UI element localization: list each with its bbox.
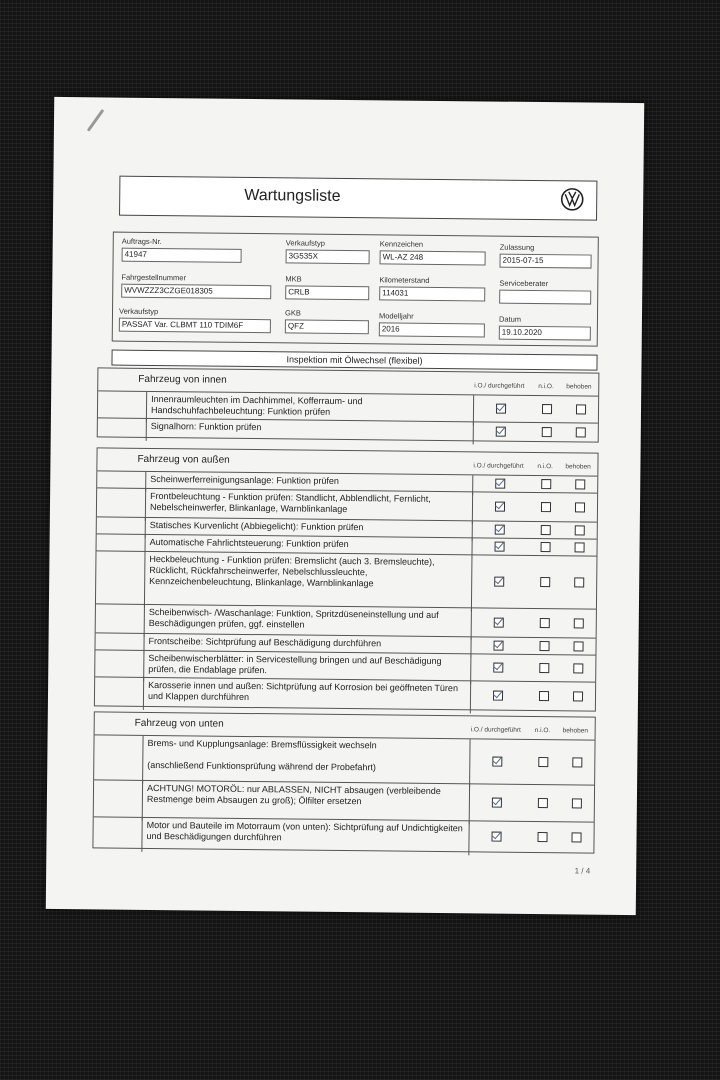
field-datum: Datum 19.10.2020 bbox=[499, 315, 591, 341]
checkbox-behoben[interactable] bbox=[573, 663, 583, 673]
vehicle-info bbox=[112, 232, 599, 347]
field-kilometerstand: Kilometerstand 114031 bbox=[379, 275, 485, 301]
field-modelljahr: Modelljahr 2016 bbox=[379, 311, 485, 337]
page-title: Wartungsliste bbox=[244, 186, 341, 205]
checkbox-behoben[interactable] bbox=[573, 641, 583, 651]
task-text: Karosserie innen und außen: Sichtprüfung auf Korrosion bei geöffneten Türen und Klappen durchführen bbox=[143, 678, 471, 713]
task-text: Frontscheibe: Sichtprüfung auf Beschädigung durchführen bbox=[143, 634, 471, 657]
task-text: Statisches Kurvenlicht (Abbiegelicht): Funktion prüfen bbox=[145, 518, 473, 541]
column-header-io: i.O./ durchgeführt bbox=[473, 462, 524, 470]
column-header-behoben: behoben bbox=[566, 383, 592, 391]
checkbox-nio[interactable] bbox=[539, 663, 549, 673]
column-header-nio: n.i.O. bbox=[538, 383, 554, 391]
checkbox-io[interactable] bbox=[493, 641, 503, 651]
checklist-group bbox=[94, 447, 599, 711]
column-header-io: i.O./ durchgeführt bbox=[470, 726, 521, 734]
checkbox-nio[interactable] bbox=[539, 691, 549, 701]
checkbox-nio[interactable] bbox=[539, 641, 549, 651]
checkbox-io[interactable] bbox=[496, 427, 506, 437]
checklist-group bbox=[97, 367, 600, 442]
checkbox-nio[interactable] bbox=[541, 479, 551, 489]
title-box bbox=[119, 176, 597, 221]
field-auftrags-nr: Auftrags-Nr. 41947 bbox=[122, 237, 242, 263]
checkbox-io[interactable] bbox=[492, 798, 502, 808]
checklist-row bbox=[93, 817, 593, 852]
checkbox-behoben[interactable] bbox=[575, 542, 585, 552]
task-text: Heckbeleuchtung - Funktion prüfen: Bremslicht (auch 3. Bremsleuchte), Rücklicht, Rückfahrscheinwerfer, Nebelschlussleuchte, Kennzeichenbeleuchtung, Blinkanlage, Warnblinkanlage bbox=[144, 552, 473, 611]
page-number: 1 / 4 bbox=[574, 866, 591, 876]
task-text: Scheibenwischerblätter: in Servicestellung bringen und auf Beschädigung prüfen, die Endablage prüfen. bbox=[143, 651, 471, 684]
column-header-io: i.O./ durchgeführt bbox=[474, 382, 525, 390]
task-text: Innenraumleuchten im Dachhimmel, Kofferraum- und Handschuhfachbeleuchtung: Funktion prüfen bbox=[146, 392, 474, 425]
checkbox-behoben[interactable] bbox=[572, 757, 582, 767]
field-verkaufstyp-text: Verkaufstyp PASSAT Var. CLBMT 110 TDIM6F bbox=[119, 307, 271, 334]
section-title: Inspektion mit Ölwechsel (flexibel) bbox=[111, 350, 597, 371]
checkbox-io[interactable] bbox=[496, 404, 506, 414]
group-title: Fahrzeug von außen bbox=[137, 453, 230, 466]
checkbox-behoben[interactable] bbox=[573, 691, 583, 701]
checkbox-io[interactable] bbox=[494, 577, 504, 587]
checkbox-io[interactable] bbox=[495, 542, 505, 552]
field-gkb: GKB QFZ bbox=[285, 308, 369, 334]
checkbox-behoben[interactable] bbox=[575, 502, 585, 512]
task-text: Brems- und Kupplungsanlage: Bremsflüssigkeit wechseln (anschließend Funktionsprüfung während der Probefahrt) bbox=[142, 736, 470, 787]
document-page bbox=[46, 97, 644, 915]
checkbox-behoben[interactable] bbox=[574, 618, 584, 628]
checklist-row bbox=[94, 780, 594, 822]
task-text: Scheibenwisch- /Waschanlage: Funktion, Spritzdüseneinstellung und auf Beschädigungen prüfen, ggf. einstellen bbox=[144, 605, 472, 640]
task-text: Frontbeleuchtung - Funktion prüfen: Standlicht, Abblendlicht, Fernlicht, Nebelscheinwerfer, Blinkanlage, Warnblinkanlage bbox=[145, 489, 473, 524]
checkbox-behoben[interactable] bbox=[575, 479, 585, 489]
checkbox-nio[interactable] bbox=[538, 757, 548, 767]
checkbox-io[interactable] bbox=[495, 502, 505, 512]
checklist-group bbox=[92, 711, 595, 853]
checkbox-io[interactable] bbox=[491, 832, 501, 842]
column-header-behoben: behoben bbox=[565, 463, 591, 471]
task-text: Motor und Bauteile im Motorraum (von unten): Sichtprüfung auf Undichtigkeiten und Beschädigungen durchführen bbox=[141, 818, 469, 855]
task-text: ACHTUNG! MOTORÖL: nur ABLASSEN, NICHT absaugen (verbleibende Restmenge beim Absaugen zu groß); Ölfilter ersetzen bbox=[142, 781, 470, 824]
checkbox-behoben[interactable] bbox=[576, 427, 586, 437]
checkbox-nio[interactable] bbox=[541, 502, 551, 512]
checkbox-nio[interactable] bbox=[540, 618, 550, 628]
column-header-nio: n.i.O. bbox=[534, 726, 551, 735]
vw-logo-icon bbox=[560, 187, 584, 211]
task-text: Signalhorn: Funktion prüfen bbox=[146, 419, 474, 444]
checkbox-behoben[interactable] bbox=[576, 404, 586, 414]
staple bbox=[87, 109, 105, 132]
group-title: Fahrzeug von unten bbox=[134, 717, 224, 730]
field-mkb: MKB CRLB bbox=[285, 274, 369, 300]
checklist-row bbox=[95, 677, 595, 710]
checkbox-behoben[interactable] bbox=[574, 577, 584, 587]
task-text: Scheinwerferreinigungsanlage: Funktion prüfen bbox=[145, 472, 473, 495]
checkbox-io[interactable] bbox=[495, 525, 505, 535]
checkbox-nio[interactable] bbox=[538, 798, 548, 808]
group-title: Fahrzeug von innen bbox=[138, 373, 227, 386]
checkbox-io[interactable] bbox=[494, 618, 504, 628]
checklist-row bbox=[96, 551, 597, 609]
checkbox-nio[interactable] bbox=[537, 832, 547, 842]
column-header-nio: n.i.O. bbox=[537, 463, 554, 471]
field-kennzeichen: Kennzeichen WL-AZ 248 bbox=[380, 239, 486, 265]
column-header-behoben: behoben bbox=[562, 727, 589, 735]
task-text: Automatische Fahrlichtsteuerung: Funktion prüfen bbox=[144, 535, 472, 558]
checkbox-nio[interactable] bbox=[542, 404, 552, 414]
checkbox-nio[interactable] bbox=[541, 525, 551, 535]
field-serviceberater: Serviceberater bbox=[499, 279, 591, 305]
checkbox-nio[interactable] bbox=[540, 577, 550, 587]
checklist-row bbox=[98, 418, 598, 441]
checkbox-io[interactable] bbox=[493, 663, 503, 673]
checkbox-behoben[interactable] bbox=[575, 525, 585, 535]
checklist-row bbox=[94, 735, 594, 785]
checkbox-nio[interactable] bbox=[542, 427, 552, 437]
field-zulassung: Zulassung 2015-07-15 bbox=[500, 243, 592, 269]
checkbox-io[interactable] bbox=[495, 479, 505, 489]
field-fahrgestellnummer: Fahrgestellnummer WVWZZZ3CZGE018305 bbox=[121, 273, 271, 300]
checkbox-nio[interactable] bbox=[541, 542, 551, 552]
checkbox-behoben[interactable] bbox=[572, 798, 582, 808]
checkbox-io[interactable] bbox=[493, 691, 503, 701]
field-verkaufstyp: Verkaufstyp 3G535X bbox=[286, 238, 370, 264]
checkbox-io[interactable] bbox=[492, 757, 502, 767]
checkbox-behoben[interactable] bbox=[571, 832, 581, 842]
